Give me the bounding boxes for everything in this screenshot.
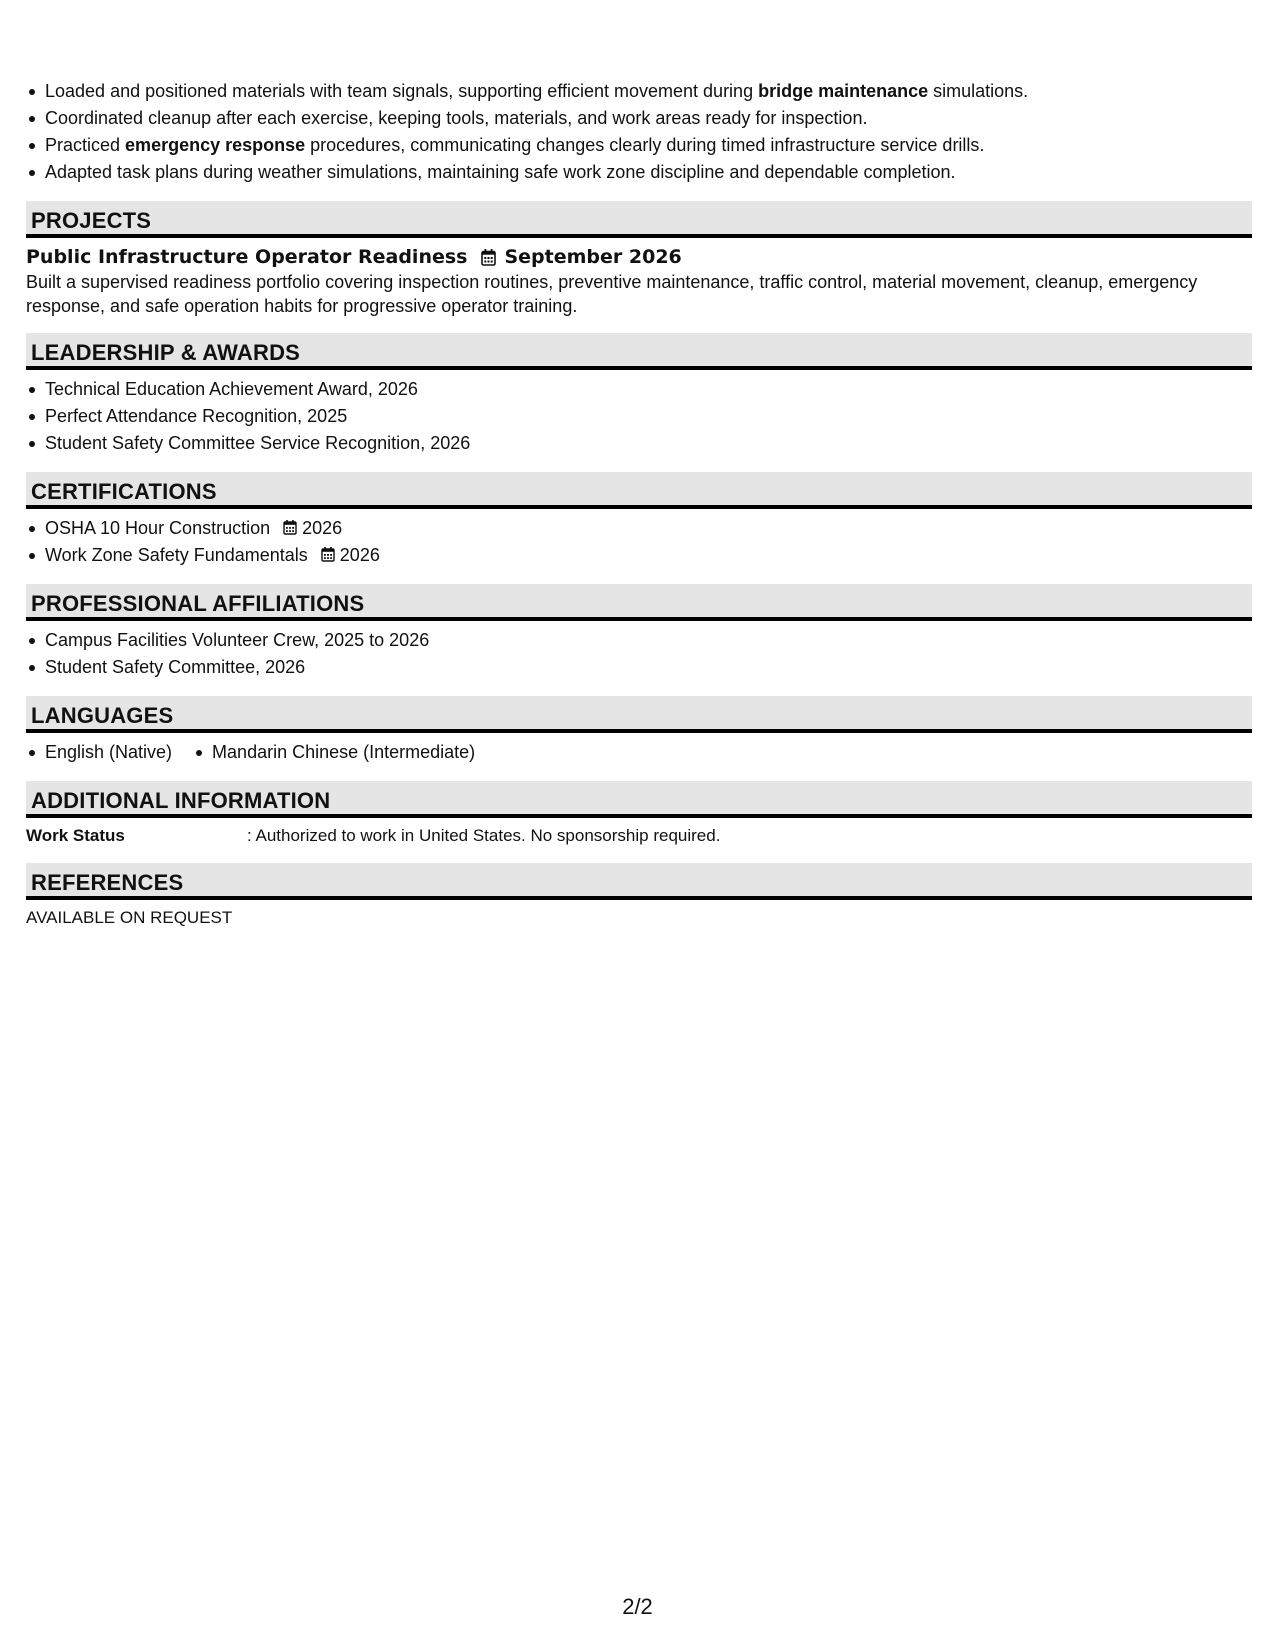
project-name: Public Infrastructure Operator Readiness [26,246,468,268]
section-title: PROFESSIONAL AFFILIATIONS [31,591,365,616]
section-header [26,201,1252,238]
experience-bullet: Practiced emergency response procedures, communicating changes clearly during timed infrastructure service drills. [45,132,1252,159]
affiliation-item: Student Safety Committee, 2026 [45,654,1252,681]
experience-bullet: Adapted task plans during weather simulations, maintaining safe work zone discipline and dependable completion. [45,159,1252,186]
additional-section [26,781,1252,848]
section-header [26,696,1252,733]
certification-name: OSHA 10 Hour Construction [45,518,271,538]
languages-list [26,739,1252,766]
language-item: Mandarin Chinese (Intermediate) [212,739,475,766]
resume-page-2 [26,78,1252,930]
award-item: Technical Education Achievement Award, 2026 [45,376,1252,403]
section-header [26,472,1252,509]
affiliation-item: Campus Facilities Volunteer Crew, 2025 to 2026 [45,627,1252,654]
page-number: 2/2 [622,1594,653,1619]
awards-list [26,376,1252,457]
section-title: REFERENCES [31,870,184,895]
section-title: ADDITIONAL INFORMATION [31,788,331,813]
section-title: PROJECTS [31,208,152,233]
affiliations-section [26,584,1252,681]
project-date: September 2026 [504,246,682,268]
certification-year: 2026 [339,545,380,565]
certification-name: Work Zone Safety Fundamentals [45,545,308,565]
language-item: English (Native) [45,739,172,766]
section-header [26,333,1252,370]
references-text: AVAILABLE ON REQUEST [26,908,233,927]
languages-section [26,696,1252,766]
experience-bullet-list [26,78,1252,186]
work-status-label: Work Status [26,826,125,845]
references-section [26,863,1252,930]
certification-item [45,515,1252,542]
work-status-value: : Authorized to work in United States. No sponsorship required. [247,826,721,845]
calendar-icon [321,547,335,562]
section-header [26,781,1252,818]
experience-bullet: Coordinated cleanup after each exercise, keeping tools, materials, and work areas ready for inspection. [45,105,1252,132]
award-item: Perfect Attendance Recognition, 2025 [45,403,1252,430]
section-title: CERTIFICATIONS [31,479,217,504]
affiliations-list [26,627,1252,681]
projects-section [26,201,1252,318]
project-heading [26,244,1252,270]
certification-year: 2026 [302,518,343,538]
section-header [26,584,1252,621]
certifications-section [26,472,1252,569]
calendar-icon [283,520,297,535]
section-title: LEADERSHIP & AWARDS [31,340,301,365]
award-item: Student Safety Committee Service Recognition, 2026 [45,430,1252,457]
certifications-list [26,515,1252,569]
certification-item [45,542,1252,569]
work-status-row [26,824,1252,848]
calendar-icon [481,249,496,266]
project-description: Built a supervised readiness portfolio covering inspection routines, preventive maintenance, traffic control, material movement, cleanup, emergency response, and safe operation habits for progressive operator training. [26,272,1198,316]
leadership-section [26,333,1252,457]
experience-bullet: Loaded and positioned materials with team signals, supporting efficient movement during bridge maintenance simulations. [45,78,1252,105]
section-header [26,863,1252,900]
section-title: LANGUAGES [31,703,174,728]
